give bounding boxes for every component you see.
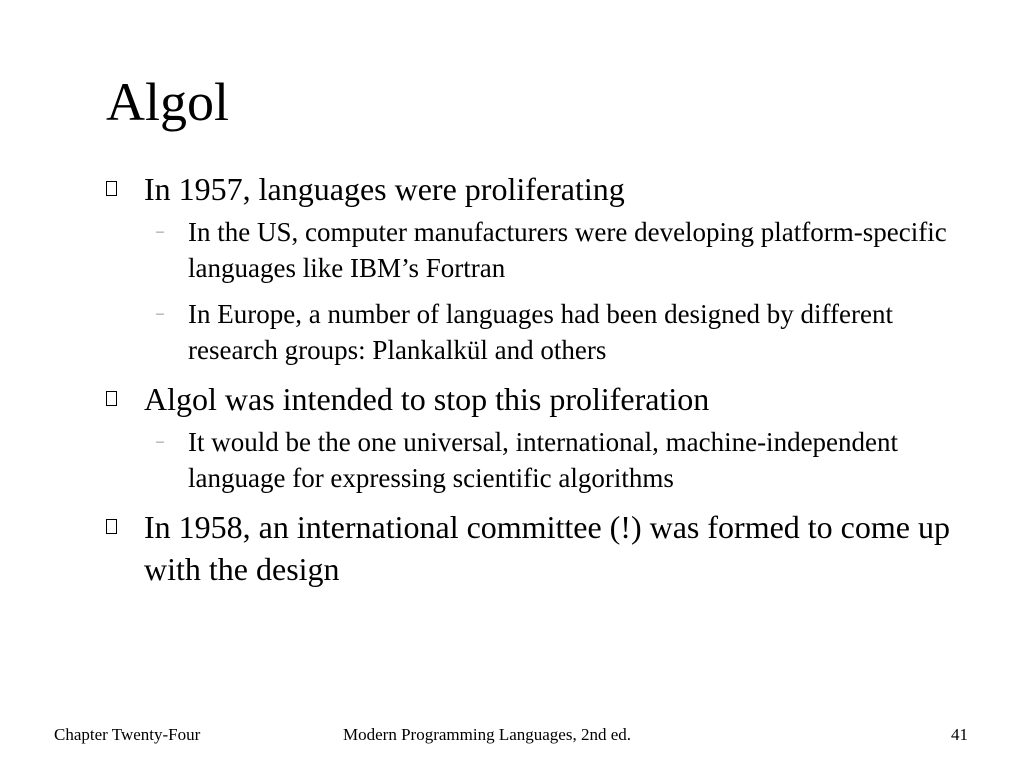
square-bullet-icon: [106, 181, 117, 196]
sub-bullet-list: [104, 214, 984, 368]
dash-bullet-icon: –: [156, 433, 164, 450]
slide-title: Algol: [106, 72, 230, 132]
sub-bullet-list: [104, 424, 984, 496]
square-bullet-icon: [106, 519, 117, 534]
sub-bullet-item: [104, 214, 984, 286]
footer-book-title: Modern Programming Languages, 2nd ed.: [343, 725, 631, 744]
slide-content: [104, 168, 984, 592]
bullet-item: [104, 378, 984, 420]
dash-bullet-icon: –: [156, 223, 164, 240]
footer-chapter: Chapter Twenty-Four: [54, 725, 201, 744]
sub-bullet-item: [104, 424, 984, 496]
dash-bullet-icon: –: [156, 305, 164, 322]
sub-bullet-text: It would be the one universal, international, machine-independent language for expressing scientific algorithms: [188, 427, 899, 493]
bullet-item: [104, 506, 984, 590]
sub-bullet-text: In Europe, a number of languages had been designed by different research groups: Plankalkül and others: [188, 299, 894, 365]
footer-page-number: 41: [951, 725, 968, 744]
bullet-item: [104, 168, 984, 210]
bullet-text: In 1958, an international committee (!) was formed to come up with the design: [144, 509, 950, 587]
bullet-text: Algol was intended to stop this proliferation: [144, 381, 710, 417]
square-bullet-icon: [106, 391, 117, 406]
sub-bullet-item: [104, 296, 984, 368]
sub-bullet-text: In the US, computer manufacturers were developing platform-specific languages like IBM’s Fortran: [188, 217, 947, 283]
bullet-text: In 1957, languages were proliferating: [144, 171, 625, 207]
